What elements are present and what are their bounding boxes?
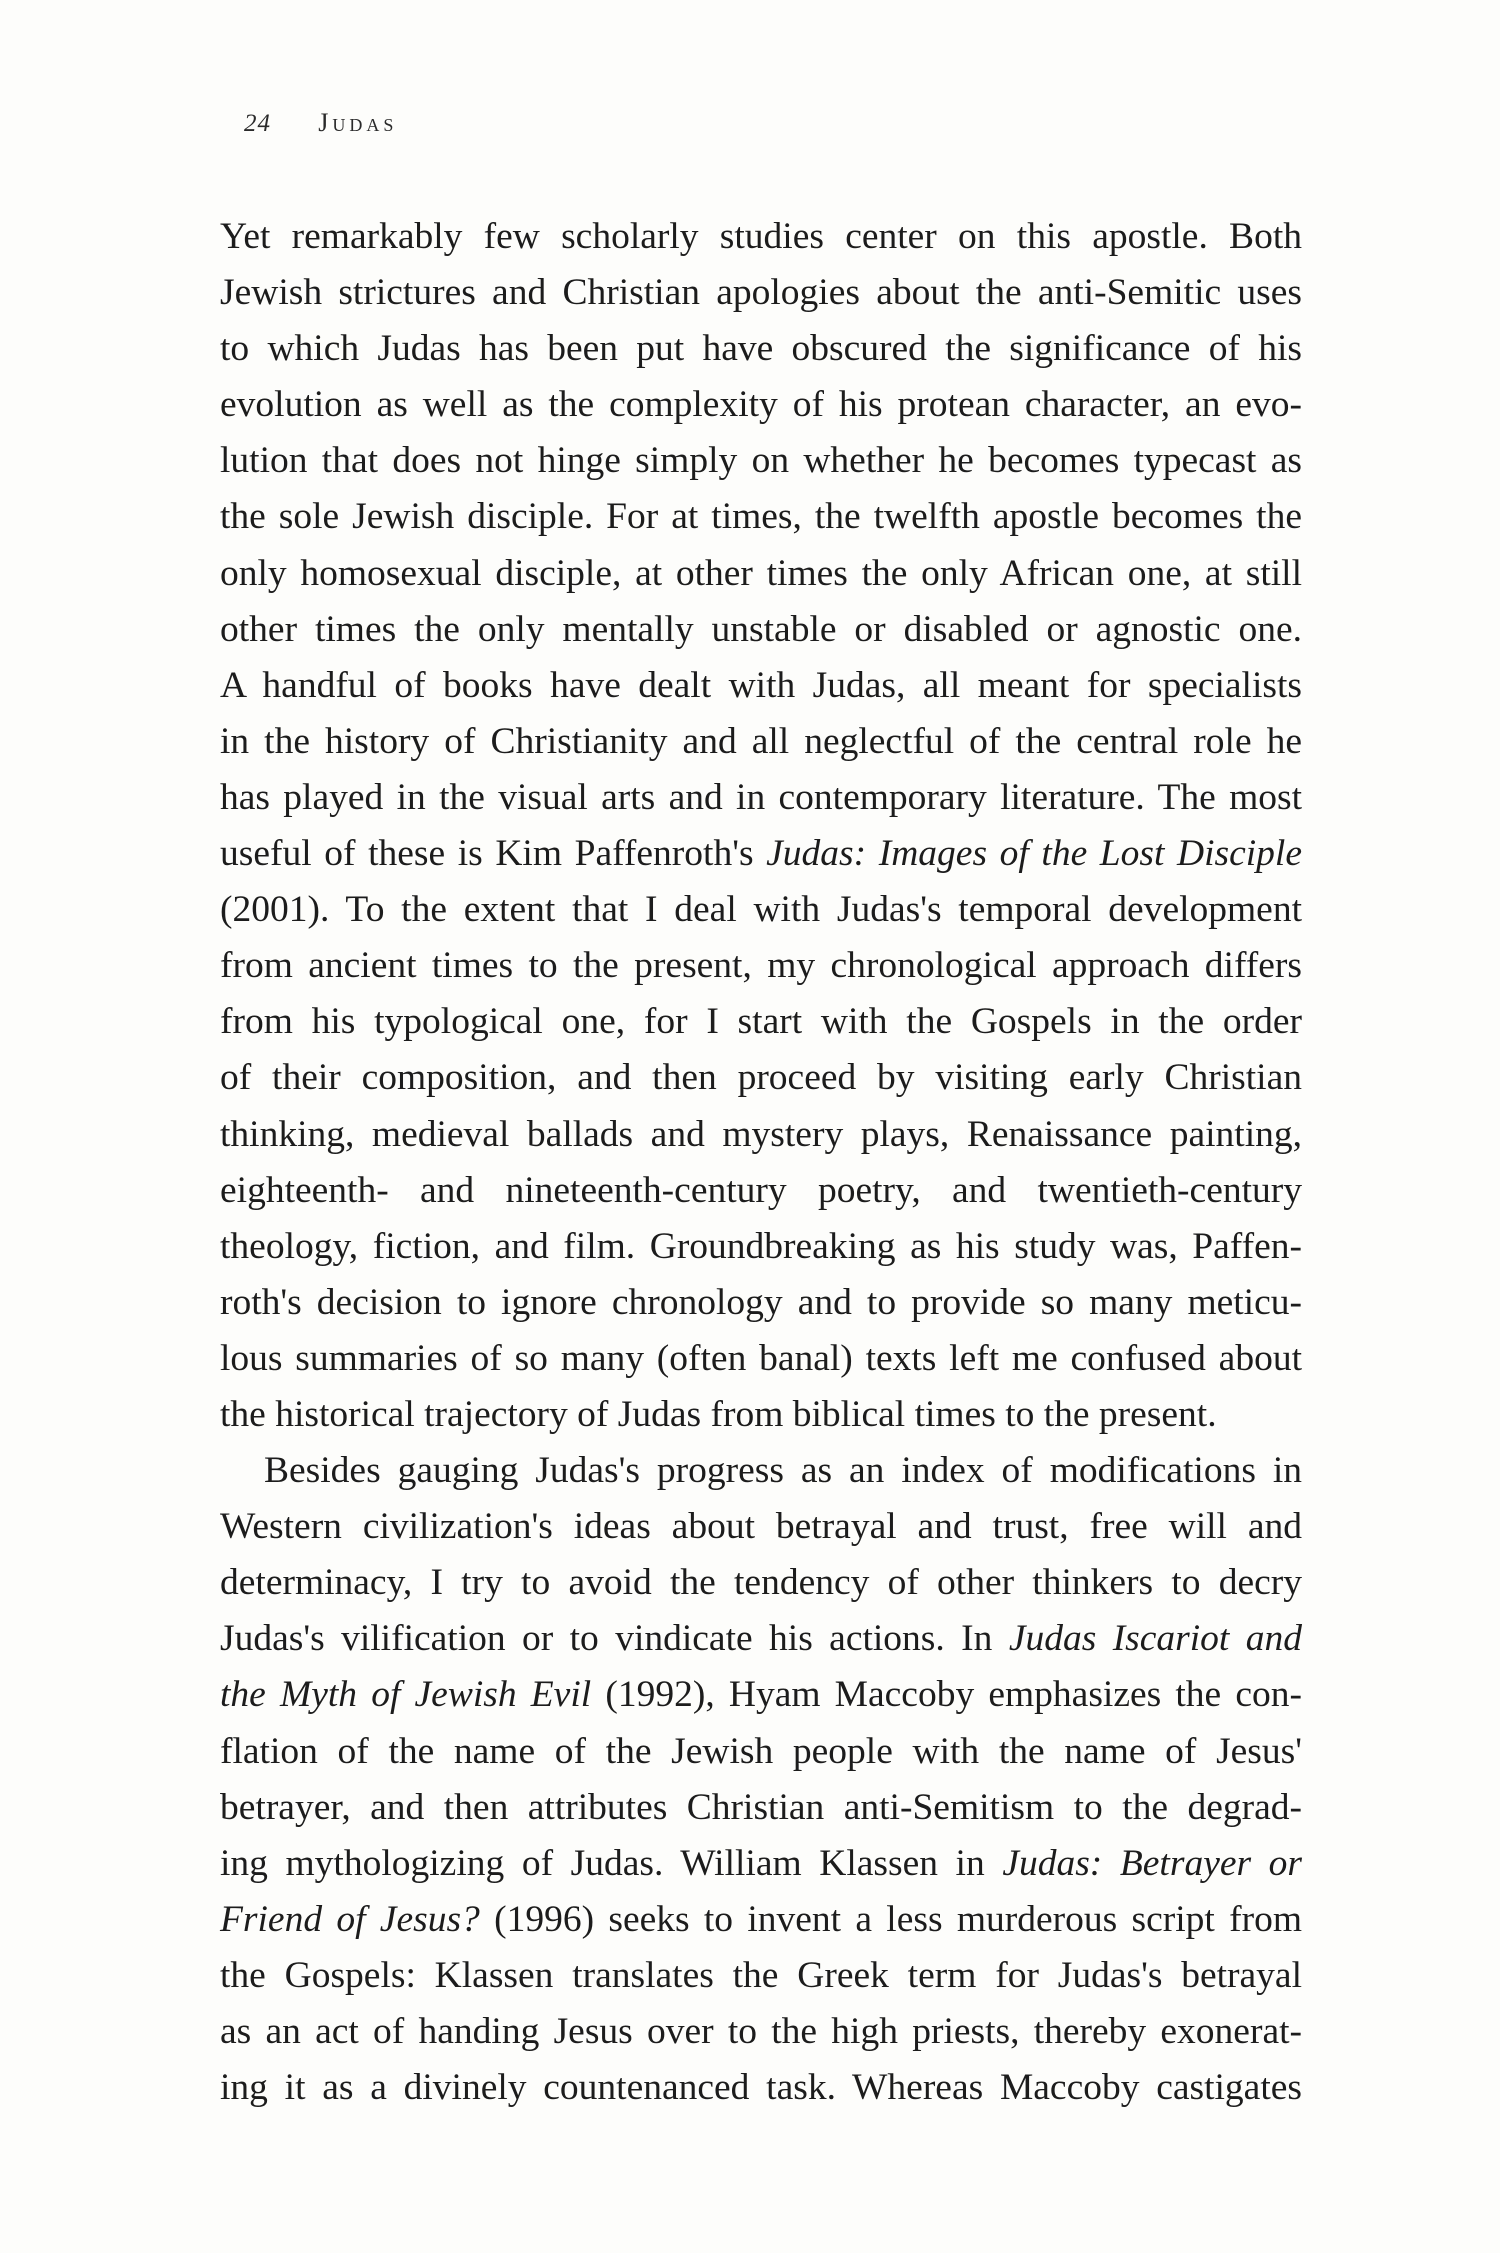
text-run: (1992), Hyam Maccoby emphasizes the con- bbox=[591, 1674, 1303, 1716]
text-line: Western civilization's ideas about betrayal and trust, free will and bbox=[220, 1506, 1302, 1548]
text-line: as an act of handing Jesus over to the high priests, thereby exonerat- bbox=[220, 2011, 1302, 2052]
text-line: from ancient times to the present, my chronological approach differs bbox=[220, 945, 1302, 987]
text-line: ing it as a divinely countenanced task. Whereas Maccoby castigates bbox=[220, 2067, 1302, 2109]
text-line: thinking, medieval ballads and mystery plays, Renaissance painting, bbox=[220, 1113, 1302, 1155]
body-text bbox=[220, 209, 1302, 2116]
text-line: lous summaries of so many (often banal) texts left me confused about bbox=[220, 1337, 1302, 1379]
text-line: Besides gauging Judas's progress as an index of modifications in bbox=[264, 1450, 1302, 1492]
text-line bbox=[220, 1892, 1302, 1948]
book-title-italic: Judas: Betrayer or bbox=[1002, 1842, 1303, 1884]
text-line bbox=[220, 1667, 1302, 1723]
text-line: eighteenth- and nineteenth-century poetry, and twentieth-century bbox=[220, 1169, 1302, 1211]
book-title-italic: the Myth of Jewish Evil bbox=[220, 1674, 592, 1716]
paragraph-1 bbox=[220, 209, 1302, 1443]
text-line bbox=[220, 826, 1302, 882]
book-title-italic: Friend of Jesus? bbox=[220, 1898, 480, 1940]
text-line: lution that does not hinge simply on whether he becomes typecast as bbox=[220, 440, 1302, 482]
text-line: the historical trajectory of Judas from biblical times to the present. bbox=[220, 1393, 1217, 1435]
paragraph-2 bbox=[220, 1443, 1302, 2116]
text-line: determinacy, I try to avoid the tendency of other thinkers to decry bbox=[220, 1562, 1302, 1604]
text-line: of their composition, and then proceed by visiting early Christian bbox=[220, 1057, 1302, 1099]
book-title-italic: Judas Iscariot and bbox=[1008, 1618, 1302, 1660]
text-line: evolution as well as the complexity of his protean character, an evo- bbox=[220, 384, 1302, 426]
book-title-italic: Judas: Images of the Lost Disciple bbox=[766, 833, 1302, 875]
text-line bbox=[220, 1611, 1302, 1667]
text-line: in the history of Christianity and all neglectful of the central role he bbox=[220, 720, 1302, 762]
text-line: roth's decision to ignore chronology and to provide so many meticu- bbox=[220, 1281, 1302, 1323]
text-line: to which Judas has been put have obscured the significance of his bbox=[220, 328, 1302, 370]
text-line: the Gospels: Klassen translates the Greek term for Judas's betrayal bbox=[220, 1954, 1302, 1996]
text-line: betrayer, and then attributes Christian anti-Semitism to the degrad- bbox=[220, 1786, 1302, 1828]
text-line bbox=[220, 1836, 1302, 1892]
text-run: Judas's vilification or to vindicate his actions. In bbox=[220, 1618, 1009, 1660]
text-line: Jewish strictures and Christian apologies about the anti-Semitic uses bbox=[220, 272, 1302, 314]
text-run: useful of these is Kim Paffenroth's bbox=[220, 833, 767, 875]
text-line: from his typological one, for I start with the Gospels in the order bbox=[220, 1001, 1302, 1043]
text-line: flation of the name of the Jewish people with the name of Jesus' bbox=[220, 1730, 1302, 1772]
text-line: Yet remarkably few scholarly studies center on this apostle. Both bbox=[220, 216, 1302, 257]
running-head-title: Judas bbox=[318, 108, 398, 137]
text-line: other times the only mentally unstable or disabled or agnostic one. bbox=[220, 608, 1302, 650]
text-line: has played in the visual arts and in contemporary literature. The most bbox=[220, 776, 1302, 818]
page-number: 24 bbox=[244, 110, 271, 137]
text-run: ing mythologizing of Judas. William Klassen in bbox=[220, 1842, 1003, 1884]
running-head bbox=[244, 108, 397, 138]
text-line: theology, fiction, and film. Groundbreaking as his study was, Paffen- bbox=[220, 1225, 1302, 1267]
text-line: only homosexual disciple, at other times the only African one, at still bbox=[220, 552, 1302, 594]
text-run: (1996) seeks to invent a less murderous script from bbox=[479, 1898, 1302, 1940]
text-line: A handful of books have dealt with Judas, all meant for specialists bbox=[220, 664, 1302, 706]
text-line: the sole Jewish disciple. For at times, the twelfth apostle becomes the bbox=[220, 496, 1302, 538]
text-line: (2001). To the extent that I deal with Judas's temporal development bbox=[220, 889, 1302, 931]
